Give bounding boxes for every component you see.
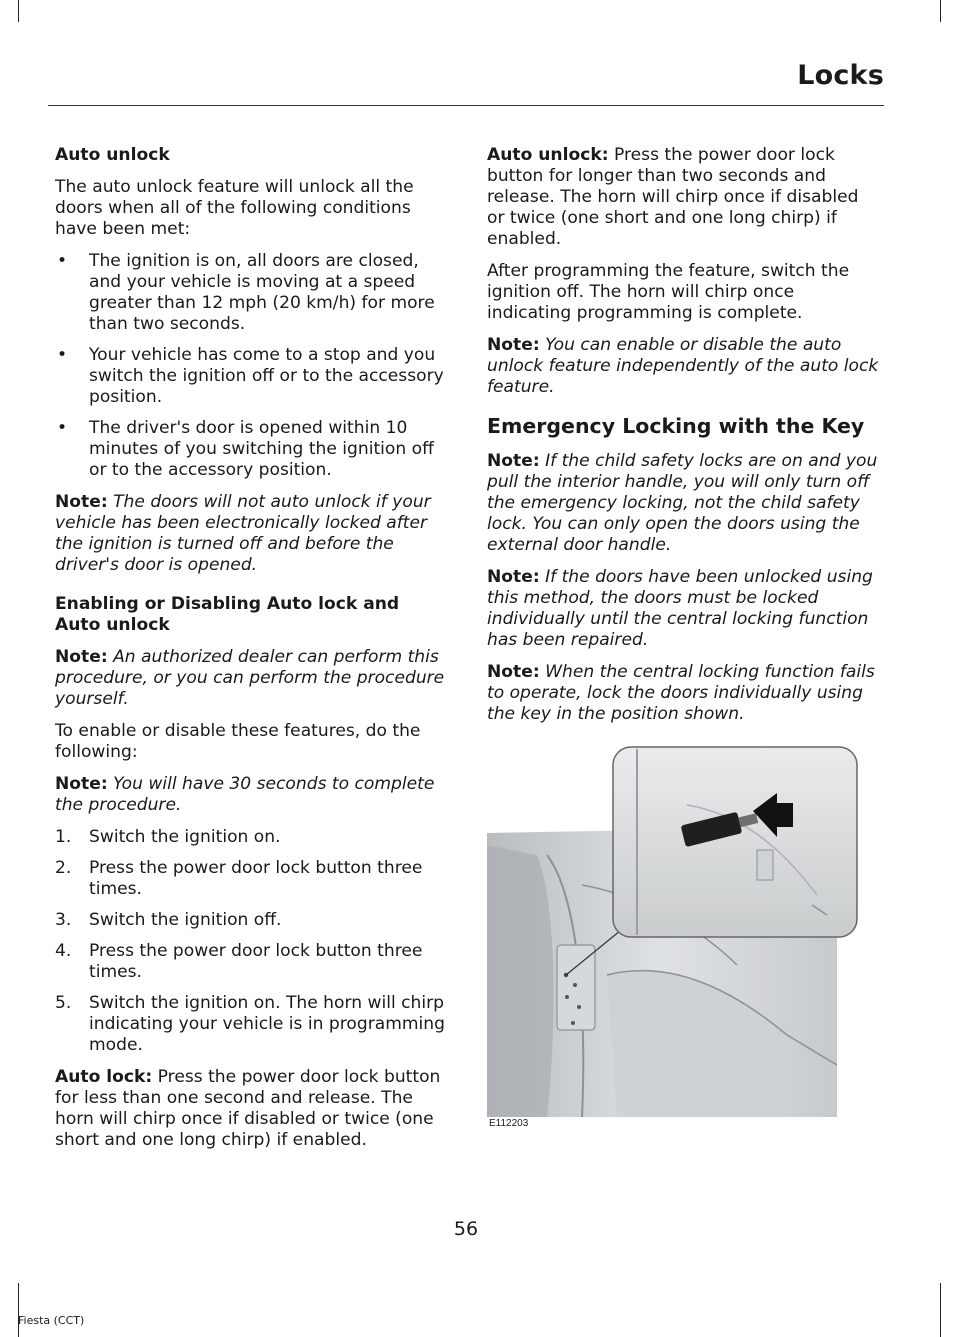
note-text: If the doors have been unlocked using this method, the doors must be locked individually until the central locking function has been repaired. — [487, 567, 873, 650]
note-text: You will have 30 seconds to complete the procedure. — [55, 774, 435, 815]
auto-unlock-intro: The auto unlock feature will unlock all the doors when all of the following conditions have been met: — [55, 177, 414, 239]
step-number: 5. — [55, 993, 72, 1013]
list-item — [55, 418, 447, 481]
step-number: 1. — [55, 827, 72, 847]
list-item — [55, 910, 447, 931]
list-item-text: The ignition is on, all doors are closed, and your vehicle is moving at a speed greater than 12 mph (20 km/h) for more than two seconds. — [89, 251, 435, 334]
bullet-glyph: • — [57, 345, 68, 365]
figure-code: E112203 — [489, 1118, 529, 1129]
note-auto-unlock-electronic — [55, 492, 447, 576]
step-number: 3. — [55, 910, 72, 930]
list-item-text: Your vehicle has come to a stop and you switch the ignition off or to the accessory position. — [89, 345, 444, 407]
left-column — [55, 145, 447, 1162]
note-label: Note: — [487, 451, 540, 471]
note-30-seconds — [55, 774, 447, 816]
crop-mark-bottom-left-v — [18, 1283, 19, 1337]
note-central-locking-fails — [487, 662, 880, 725]
bullet-glyph: • — [57, 251, 68, 271]
list-item — [55, 251, 447, 335]
step-text: Press the power door lock button three times. — [89, 941, 423, 982]
note-label: Note: — [55, 774, 108, 794]
step-number: 2. — [55, 858, 72, 878]
step-text: Switch the ignition off. — [89, 910, 282, 930]
auto-lock-label: Auto lock: — [55, 1067, 153, 1087]
note-text: The doors will not auto unlock if your vehicle has been electronically locked after the ignition is turned off and before the driver's door is opened. — [55, 492, 431, 575]
note-text: If the child safety locks are on and you pull the interior handle, you will only turn off the emergency locking, not the child safety lock. You can only open the doors using the external door handle. — [487, 451, 878, 555]
note-dealer — [55, 647, 447, 710]
header-divider — [48, 105, 884, 106]
crop-mark-bottom-right-v — [940, 1283, 941, 1337]
note-locked-individually — [487, 567, 880, 651]
bullet-glyph: • — [57, 418, 68, 438]
crop-mark-top-right-v — [940, 0, 941, 22]
door-lock-figure-icon — [487, 745, 859, 1133]
emergency-locking-heading: Emergency Locking with the Key — [487, 414, 865, 438]
note-text: When the central locking function fails to operate, lock the doors individually using the key in the position shown. — [487, 662, 875, 724]
note-text: An authorized dealer can perform this procedure, or you can perform the procedure yourself. — [55, 647, 445, 709]
conditions-list — [55, 251, 447, 481]
list-item — [55, 993, 447, 1056]
door-key-illustration — [487, 745, 859, 1133]
list-item — [55, 345, 447, 408]
page-header-title: Locks — [797, 60, 884, 91]
list-item — [55, 827, 447, 848]
list-item — [55, 858, 447, 900]
auto-lock-text: Press the power door lock button for less than one second and release. The horn will chirp once if disabled or twice (one short and one long chirp) if enabled. — [55, 1067, 441, 1150]
note-text: You can enable or disable the auto unlock feature independently of the auto lock feature. — [487, 335, 879, 397]
enable-intro: To enable or disable these features, do the following: — [55, 721, 421, 762]
list-item-text: The driver's door is opened within 10 minutes of you switching the ignition off or to the accessory position. — [89, 418, 434, 480]
note-label: Note: — [487, 662, 540, 682]
right-column — [487, 145, 880, 736]
auto-unlock-heading: Auto unlock — [55, 145, 170, 165]
note-independent — [487, 335, 880, 398]
auto-unlock-label: Auto unlock: — [487, 145, 609, 165]
step-number: 4. — [55, 941, 72, 961]
procedure-steps — [55, 827, 447, 1056]
step-text: Switch the ignition on. — [89, 827, 281, 847]
footer-model: Fiesta (CCT) — [18, 1314, 85, 1327]
step-text: Switch the ignition on. The horn will chirp indicating your vehicle is in programming mode. — [89, 993, 445, 1055]
note-label: Note: — [487, 567, 540, 587]
note-label: Note: — [55, 492, 108, 512]
step-text: Press the power door lock button three times. — [89, 858, 423, 899]
auto-unlock-paragraph — [487, 145, 880, 250]
auto-unlock-text: Press the power door lock button for longer than two seconds and release. The horn will chirp once if disabled or twice (one short and one long chirp) if enabled. — [487, 145, 859, 249]
enable-disable-heading: Enabling or Disabling Auto lock and Auto unlock — [55, 594, 400, 635]
crop-mark-top-left-v — [18, 0, 19, 22]
after-programming-paragraph: After programming the feature, switch the ignition off. The horn will chirp once indicating programming is complete. — [487, 261, 850, 323]
note-label: Note: — [487, 335, 540, 355]
note-child-safety — [487, 451, 880, 556]
auto-lock-paragraph — [55, 1067, 447, 1151]
note-label: Note: — [55, 647, 108, 667]
page-number: 56 — [453, 1218, 479, 1240]
list-item — [55, 941, 447, 983]
